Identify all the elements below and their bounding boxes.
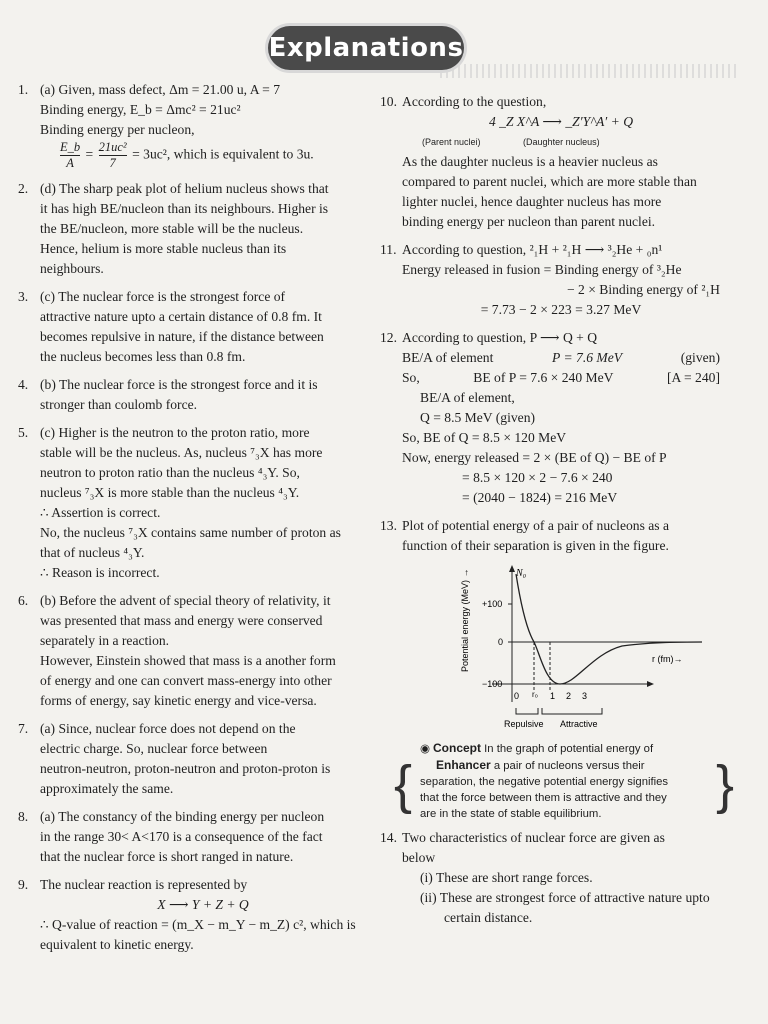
answer-line: (b) Before the advent of special theory of relativity, it: [40, 593, 331, 608]
denominator: A: [66, 156, 74, 170]
y-axis-arrow: [509, 565, 515, 572]
potential-curve: [516, 574, 702, 684]
answer-line: Hence, helium is more stable nucleus than its: [40, 241, 287, 256]
baseline-arrow: [647, 681, 654, 687]
repulsive-bracket: [516, 708, 538, 714]
answer-line: binding energy per nucleon than parent nuclei.: [402, 214, 656, 229]
right-brace: }: [715, 755, 734, 815]
denominator: 7: [109, 156, 116, 170]
x-tick-label: 2: [566, 691, 572, 701]
x-tick-label: r₀: [532, 690, 538, 699]
answer-line: stronger than coulomb force.: [40, 397, 198, 412]
list-item: certain distance.: [444, 910, 533, 925]
concept-line: [420, 740, 710, 757]
list-item: (i) These are short range forces.: [420, 870, 593, 885]
repulsive-label: Repulsive: [504, 719, 544, 729]
answer-line: Now, energy released = 2 × (BE of Q) − BE of P: [402, 450, 667, 465]
answer-number: 12.: [380, 330, 397, 345]
concept-enhancer-box: [394, 740, 734, 822]
answer-3: [18, 287, 366, 367]
answer-line: Two characteristics of nuclear force are given as: [402, 830, 665, 845]
answer-line: neutron-neutron, proton-neutron and proton-proton is: [40, 761, 331, 776]
left-brace: {: [394, 755, 413, 815]
answer-line: the BE/nucleon, more stable will be the nucleus.: [40, 221, 304, 236]
answer-line: So, BE of Q = 8.5 × 120 MeV: [402, 430, 567, 445]
answer-number: 3.: [18, 289, 29, 304]
answer-line: was presented that mass and energy were conserved: [40, 613, 323, 628]
answer-line: of energy and one can convert mass-energy into other: [40, 673, 332, 688]
answer-line: However, Einstein showed that mass is a another form: [40, 653, 336, 668]
y-tick-label: −100: [482, 679, 503, 689]
answer-line: equivalent to kinetic energy.: [40, 937, 194, 952]
answer-line: The nuclear reaction is represented by: [40, 877, 248, 892]
answer-line: becomes repulsive in nature, if the distance between: [40, 329, 324, 344]
y-tick-label: 0: [498, 637, 504, 647]
answer-line: neighbours.: [40, 261, 104, 276]
answer-number: 7.: [18, 721, 29, 736]
left-column: [18, 80, 366, 963]
concept-line: [420, 757, 710, 774]
answer-line: Binding energy per nucleon,: [40, 122, 195, 137]
concept-line: that the force between them is attractive and they: [420, 792, 667, 804]
y-axis-label: Potential energy (MeV) →: [460, 568, 470, 672]
answer-line: forms of energy, say kinetic energy and vice-versa.: [40, 693, 317, 708]
answer-line: (a) Since, nuclear force does not depend on the: [40, 721, 296, 736]
answer-line: stable will be the nucleus. As, nucleus ⁷₃X has more: [40, 445, 323, 460]
answer-number: 6.: [18, 593, 29, 608]
answer-number: 10.: [380, 94, 397, 109]
row-cell: [A = 240]: [667, 370, 720, 385]
answer-number: 13.: [380, 518, 397, 533]
x-tick-label: 0: [514, 691, 520, 701]
answer-line: As the daughter nucleus is a heavier nucleus as: [402, 154, 658, 169]
answer-line: ∴ Assertion is correct.: [40, 505, 161, 520]
header-banner: [268, 26, 464, 70]
y-tick-label: +100: [482, 599, 503, 609]
numerator: E_b: [60, 140, 81, 154]
header-rule: [440, 64, 740, 78]
answer-line: − 2 × Binding energy of ²₁H: [566, 282, 720, 297]
answer-line: Energy released in fusion = Binding energy of ³₂He: [402, 262, 682, 277]
x-tick-label: 1: [550, 691, 556, 701]
answer-line: lighter nuclei, hence daughter nucleus has more: [402, 194, 662, 209]
answer-line: neutron to proton ratio than the nucleus ⁴₃Y. So,: [40, 465, 300, 480]
answer-line: in the range 30< A<170 is a consequence of the fact: [40, 829, 323, 844]
answer-10: [380, 92, 720, 232]
answer-line: separately in a reaction.: [40, 633, 170, 648]
answer-line: No, the nucleus ⁷₃X contains same number of proton as: [40, 525, 341, 540]
answer-9: [18, 875, 366, 955]
answer-12: [380, 328, 720, 508]
row-cell: P = 7.6 MeV: [552, 350, 623, 365]
answer-line: electric charge. So, nuclear force between: [40, 741, 268, 756]
answer-line: BE/A of element,: [420, 390, 515, 405]
answer-number: 8.: [18, 809, 29, 824]
reaction-equation: X ⟶ Y + Z + Q: [157, 897, 249, 912]
answer-line: ∴ Q-value of reaction = (m_X − m_Y − m_Z) c², which is: [40, 917, 356, 932]
answer-line: compared to parent nuclei, which are more stable than: [402, 174, 697, 189]
concept-text: a pair of nucleons versus their: [493, 760, 645, 772]
equals-sign: =: [85, 146, 94, 162]
answer-number: 5.: [18, 425, 29, 440]
list-item: (ii) These are strongest force of attractive nature upto: [420, 890, 710, 905]
equation-tail: = 3uc², which is equivalent to 3u.: [132, 146, 314, 162]
potential-energy-graph: [452, 562, 752, 732]
answer-5: [18, 423, 366, 583]
answer-line: = 8.5 × 120 × 2 − 7.6 × 240: [462, 470, 613, 485]
daughter-label: (Daughter nucleus): [523, 137, 600, 147]
answer-8: [18, 807, 366, 867]
answer-number: 4.: [18, 377, 29, 392]
x-axis-label: r (fm)→: [652, 654, 683, 664]
answer-line: (a) The constancy of the binding energy per nucleon: [40, 809, 325, 824]
concept-text: In the graph of potential energy of: [484, 743, 654, 755]
answer-7: [18, 719, 366, 799]
answer-line: (d) The sharp peak plot of helium nucleus shows that: [40, 181, 329, 196]
concept-line: are in the state of stable equilibrium.: [420, 808, 602, 820]
answer-line: attractive nature upto a certain distance of 0.8 fm. It: [40, 309, 322, 324]
parent-label: (Parent nuclei): [422, 137, 481, 147]
graph-svg: [452, 562, 752, 732]
answer-line: Binding energy, E_b = Δmc² = 21uc²: [40, 102, 241, 117]
row-cell: BE of P = 7.6 × 240 MeV: [473, 370, 614, 385]
fraction: [99, 140, 127, 171]
answer-13: [380, 516, 720, 732]
answer-line: Plot of potential energy of a pair of nucleons as a: [402, 518, 670, 533]
n0-label: N₀: [516, 568, 527, 579]
answer-line: approximately the same.: [40, 781, 174, 796]
answer-line: = 7.73 − 2 × 223 = 3.27 MeV: [480, 302, 642, 317]
numerator: 21uc²: [98, 140, 127, 154]
right-column: [380, 92, 734, 936]
attractive-label: Attractive: [560, 719, 598, 729]
reaction-equation: 4 _Z X^A ⟶ _Z′Y^A′ + Q: [488, 114, 634, 129]
answer-line: the nucleus becomes less than 0.8 fm.: [40, 349, 246, 364]
row-cell: (given): [680, 350, 720, 365]
concept-head: Enhancer: [436, 758, 491, 772]
answer-line: According to the question,: [402, 94, 547, 109]
answer-line: ∴ Reason is incorrect.: [40, 565, 160, 580]
answer-line: below: [402, 850, 436, 865]
answer-line: According to question, P ⟶ Q + Q: [402, 330, 598, 345]
answer-1: [18, 80, 366, 171]
answer-number: 11.: [380, 242, 397, 257]
reaction-labels: [402, 132, 720, 152]
answer-line: = (2040 − 1824) = 216 MeV: [462, 490, 618, 505]
answer-row: [402, 368, 720, 388]
answer-row: [402, 348, 720, 368]
answer-line: Q = 8.5 MeV (given): [420, 410, 536, 425]
fraction-equation: [40, 140, 366, 171]
concept-line: separation, the negative potential energy signifies: [420, 776, 669, 788]
answer-line: According to question, ²₁H + ²₁H ⟶ ³₂He + ₀n¹: [402, 242, 663, 257]
answer-number: 9.: [18, 877, 29, 892]
lightbulb-icon: ◉: [420, 743, 433, 755]
row-cell: So,: [402, 370, 420, 385]
answer-14: [380, 828, 720, 928]
attractive-bracket: [542, 708, 602, 714]
row-cell: BE/A of element: [402, 350, 494, 365]
answer-line: function of their separation is given in the figure.: [402, 538, 669, 553]
answer-2: [18, 179, 366, 279]
answer-11: [380, 240, 720, 320]
answer-line: it has high BE/nucleon than its neighbours. Higher is: [40, 201, 329, 216]
answer-line: (a) Given, mass defect, Δm = 21.00 u, A = 7: [40, 82, 281, 97]
answer-line: nucleus ⁷₃X is more stable than the nucleus ⁴₃Y.: [40, 485, 300, 500]
answer-6: [18, 591, 366, 711]
answer-number: 2.: [18, 181, 29, 196]
concept-head: Concept: [433, 741, 481, 755]
answer-line: that the nuclear force is short ranged in nature.: [40, 849, 294, 864]
x-tick-label: 3: [582, 691, 588, 701]
fraction: [60, 140, 80, 171]
answer-number: 14.: [380, 830, 397, 845]
answer-4: [18, 375, 366, 415]
answer-number: 1.: [18, 82, 29, 97]
answer-line: that of nucleus ⁴₃Y.: [40, 545, 145, 560]
answer-line: (b) The nuclear force is the strongest force and it is: [40, 377, 318, 392]
page-title: Explanations: [268, 33, 464, 63]
answer-line: (c) Higher is the neutron to the proton ratio, more: [40, 425, 310, 440]
answer-line: (c) The nuclear force is the strongest force of: [40, 289, 286, 304]
